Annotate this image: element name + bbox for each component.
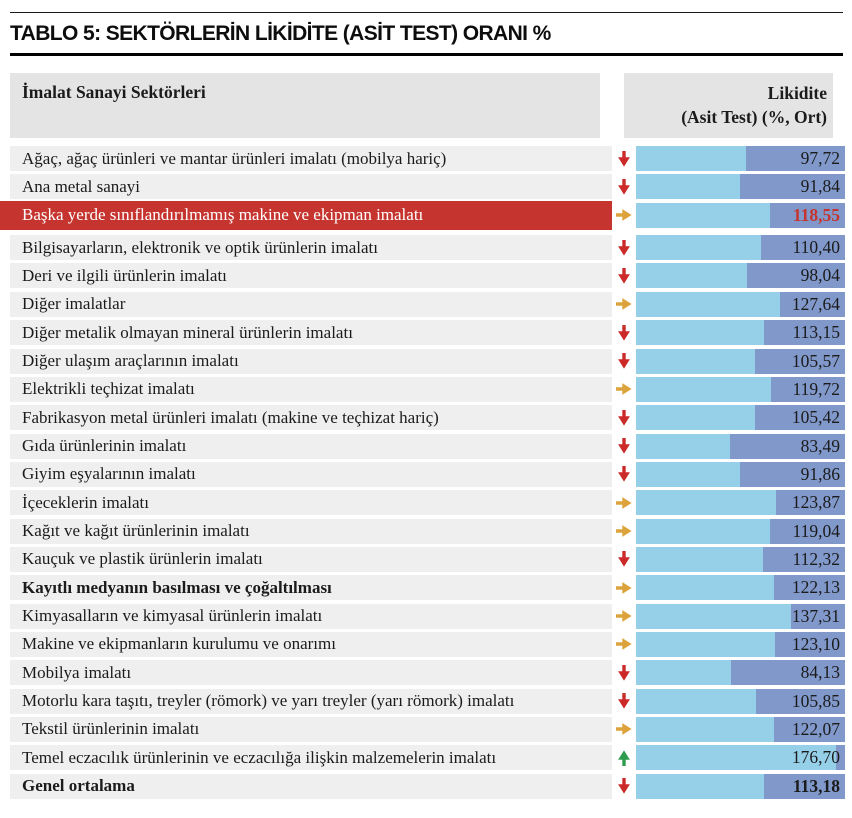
table-row [10,405,845,430]
bar-fill [636,774,764,799]
bar-fill [636,349,755,374]
sector-label: Ana metal sanayi [10,174,612,199]
trend-flat-icon [612,490,636,515]
bar-fill [636,320,764,345]
value-bar [636,235,845,260]
trend-down-icon [612,405,636,430]
trend-down-icon [612,349,636,374]
value-bar [636,689,845,714]
column-header-sectors: İmalat Sanayi Sektörleri [10,73,600,138]
bar-fill [636,575,774,600]
table-row [10,632,845,657]
sector-label: Fabrikasyon metal ürünleri imalatı (makine ve teçhizat hariç) [10,405,612,430]
table-row [10,377,845,402]
value-bar [636,774,845,799]
sector-label: Diğer imalatlar [10,292,612,317]
bar-fill [636,434,730,459]
sector-label: İçeceklerin imalatı [10,490,612,515]
value-bar [636,292,845,317]
bar-value: 105,57 [791,350,840,371]
table-row [10,717,845,742]
table-row [10,434,845,459]
trend-down-icon [612,434,636,459]
table-row [10,203,845,232]
trend-flat-icon [612,604,636,629]
sector-label: Kauçuk ve plastik ürünlerin imalatı [10,547,612,572]
trend-flat-icon [612,519,636,544]
bar-value: 127,64 [791,293,840,314]
sector-label: Makine ve ekipmanların kurulumu ve onarımı [10,632,612,657]
value-bar [636,203,845,228]
bar-fill [636,462,740,487]
top-rule [10,12,843,13]
bar-value: 83,49 [800,435,840,456]
bar-fill [636,174,740,199]
bar-value: 112,32 [792,548,840,569]
sector-label: Kimyasalların ve kimyasal ürünlerin imalatı [10,604,612,629]
bar-value: 91,84 [800,176,840,197]
trend-down-icon [612,462,636,487]
header-arrow-gap [600,73,624,138]
trend-down-icon [612,146,636,171]
table-row [10,349,845,374]
table-row [10,146,845,171]
value-bar [636,146,845,171]
value-bar [636,632,845,657]
bar-fill [636,604,791,629]
bar-value: 122,13 [791,577,840,598]
table-row [10,292,845,317]
value-bar [636,547,845,572]
bar-fill [636,405,755,430]
bar-fill [636,632,775,657]
sector-label: Deri ve ilgili ürünlerin imalatı [10,263,612,288]
trend-down-icon [612,547,636,572]
bar-value: 110,40 [792,237,840,258]
table-row [10,660,845,685]
value-bar [636,349,845,374]
trend-down-icon [612,689,636,714]
sector-label: Başka yerde sınıflandırılmamış makine ve ekipman imalatı [0,201,612,230]
table-row [10,604,845,629]
sector-label: Giyim eşyalarının imalatı [10,462,612,487]
table-body [10,146,845,799]
bar-fill [636,717,774,742]
value-bar [636,490,845,515]
trend-down-icon [612,235,636,260]
table-row [10,774,845,799]
figure-title: TABLO 5: SEKTÖRLERİN LİKİDİTE (ASİT TEST) ORANI % [10,22,551,45]
bar-fill [636,292,780,317]
sector-label: Diğer ulaşım araçlarının imalatı [10,349,612,374]
bar-value: 119,04 [792,520,840,541]
value-bar [636,320,845,345]
value-bar [636,377,845,402]
column-header-likidite [624,73,833,138]
bar-value: 123,10 [791,633,840,654]
sector-label: Elektrikli teçhizat imalatı [10,377,612,402]
table-row [10,462,845,487]
value-bar [636,604,845,629]
sector-label: Kayıtlı medyanın basılması ve çoğaltılması [10,575,612,600]
trend-down-icon [612,174,636,199]
value-bar [636,174,845,199]
table-row [10,235,845,260]
table-row [10,519,845,544]
trend-flat-icon [612,632,636,657]
table-row [10,547,845,572]
bar-value: 113,15 [792,322,840,343]
value-bar [636,462,845,487]
bar-fill [636,203,770,228]
trend-down-icon [612,320,636,345]
trend-flat-icon [612,292,636,317]
bar-fill [636,660,731,685]
trend-down-icon [612,660,636,685]
sector-label: Diğer metalik olmayan mineral ürünlerin imalatı [10,320,612,345]
table-row [10,575,845,600]
bar-value: 113,18 [792,775,840,796]
bar-value: 98,04 [800,265,840,286]
value-bar [636,745,845,770]
bar-fill [636,547,763,572]
table-header-row [10,73,845,138]
trend-down-icon [612,774,636,799]
bar-value: 105,85 [791,690,840,711]
trend-flat-icon [612,717,636,742]
bar-value: 119,72 [792,378,840,399]
sector-label: Motorlu kara taşıtı, treyler (römork) ve yarı treyler (yarı römork) imalatı [10,689,612,714]
column-header-likidite-line2: (Asit Test) (%, Ort) [681,106,827,127]
value-bar [636,575,845,600]
trend-flat-icon [612,203,636,228]
bar-fill [636,377,771,402]
value-bar [636,660,845,685]
bar-fill [636,263,747,288]
bar-value: 97,72 [800,148,840,169]
bar-value: 176,70 [791,747,840,768]
liquidity-table [10,73,845,799]
bar-fill [636,235,761,260]
bar-value: 84,13 [800,662,840,683]
sector-label: Ağaç, ağaç ürünleri ve mantar ürünleri imalatı (mobilya hariç) [10,146,612,171]
bar-fill [636,146,746,171]
bar-value: 118,55 [792,204,840,225]
sector-label: Genel ortalama [10,774,612,799]
trend-flat-icon [612,377,636,402]
table-row [10,263,845,288]
value-bar [636,717,845,742]
sector-label: Temel eczacılık ürünlerinin ve eczacılığa ilişkin malzemelerin imalatı [10,745,612,770]
table-row [10,689,845,714]
column-header-likidite-line1: Likidite [767,83,827,104]
trend-flat-icon [612,575,636,600]
table-row [10,745,845,770]
table-row [10,174,845,199]
bar-value: 105,42 [791,407,840,428]
bar-value: 137,31 [791,605,840,626]
value-bar [636,519,845,544]
table-row [10,320,845,345]
sector-label: Bilgisayarların, elektronik ve optik ürünlerin imalatı [10,235,612,260]
sector-label: Mobilya imalatı [10,660,612,685]
bar-fill [636,490,776,515]
table-row [10,490,845,515]
value-bar [636,434,845,459]
sector-label: Kağıt ve kağıt ürünlerinin imalatı [10,519,612,544]
trend-up-icon [612,745,636,770]
bar-value: 91,86 [800,463,840,484]
bar-value: 122,07 [791,718,840,739]
bar-fill [636,689,756,714]
trend-down-icon [612,263,636,288]
value-bar [636,405,845,430]
value-bar [636,263,845,288]
title-underline [10,53,843,56]
bar-fill [636,519,770,544]
bar-value: 123,87 [791,492,840,513]
sector-label: Gıda ürünlerinin imalatı [10,434,612,459]
sector-label: Tekstil ürünlerinin imalatı [10,717,612,742]
